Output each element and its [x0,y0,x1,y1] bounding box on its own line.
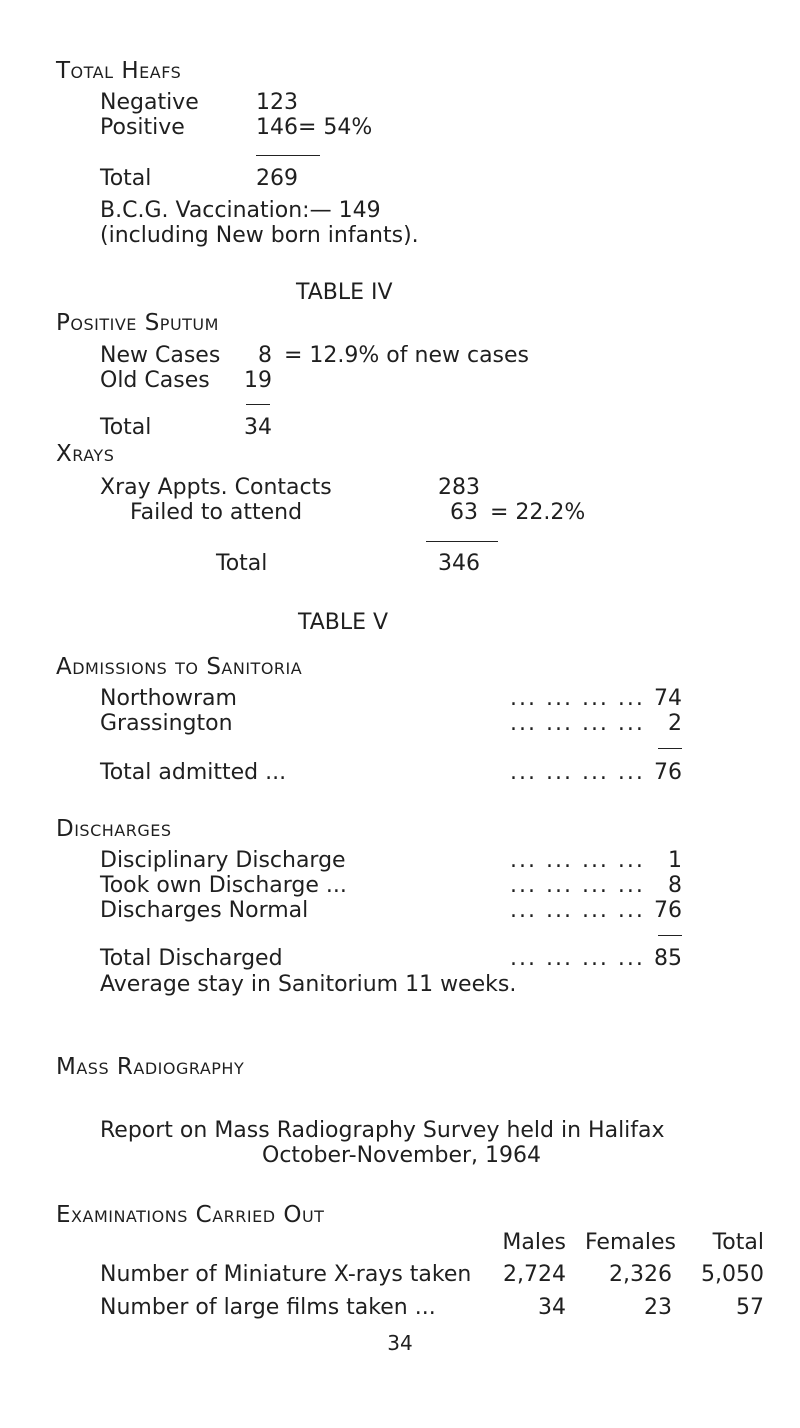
admitted-dots: ... ... ... ... [510,760,645,785]
col-males: Males [502,1230,566,1255]
table4-failed-label: Failed to attend [130,500,303,525]
exam-row-males: 34 [538,1295,566,1320]
normal-discharge-dots: ... ... ... ... [510,898,645,923]
grassington-value: 2 [668,711,682,736]
discharges-rule [658,935,682,936]
own-discharge-label: Took own Discharge ... [100,873,347,898]
table4-title: TABLE IV [296,280,393,305]
heafs-negative-value: 123 [256,90,298,115]
admitted-value: 76 [654,760,682,785]
table4-failed-pct: = 22.2% [490,500,586,525]
heafs-bcg: B.C.G. Vaccination:— 149 [100,198,381,223]
table4-xray-total-label: Total [216,551,268,576]
northowram-value: 74 [654,686,682,711]
discharges-heading: Discharges [56,816,172,842]
own-discharge-value: 8 [668,873,682,898]
heafs-heading: Total Heafs [56,58,182,84]
table4-new-pct: = 12.9% of new cases [284,343,530,368]
col-total: Total [712,1230,764,1255]
normal-discharge-label: Discharges Normal [100,898,309,923]
heafs-positive-value: 146 [256,115,298,140]
table4-failed-value: 63 [450,500,478,525]
exam-row-females: 23 [644,1295,672,1320]
table4-sputum-heading: Positive Sputum [56,310,219,336]
disciplinary-label: Disciplinary Discharge [100,848,346,873]
northowram-dots: ... ... ... ... [510,686,645,711]
table4-sputum-rule [246,404,270,405]
admitted-label: Total admitted ... [100,760,287,785]
table4-contacts-value: 283 [438,475,480,500]
table5-title: TABLE V [298,610,389,635]
exam-row-females: 2,326 [609,1262,672,1287]
table4-new-label: New Cases [100,343,221,368]
table4-total-label: Total [100,415,152,440]
table4-total-value: 34 [244,415,272,440]
normal-discharge-value: 76 [654,898,682,923]
exams-heading: Examinations Carried Out [56,1202,325,1228]
heafs-total-rule [256,155,320,156]
exam-row-males: 2,724 [503,1262,566,1287]
northowram-label: Northowram [100,686,237,711]
table4-old-label: Old Cases [100,368,210,393]
own-discharge-dots: ... ... ... ... [510,873,645,898]
heafs-bcg-note: (including New born infants). [100,223,419,248]
mass-heading: Mass Radiography [56,1054,245,1080]
discharged-value: 85 [654,946,682,971]
mass-report-line2: October-November, 1964 [262,1143,541,1168]
table4-xray-total-value: 346 [438,551,480,576]
grassington-label: Grassington [100,711,233,736]
grassington-dots: ... ... ... ... [510,711,645,736]
exam-row-total: 5,050 [701,1262,764,1287]
heafs-total-value: 269 [256,166,298,191]
heafs-negative-label: Negative [100,90,199,115]
mass-report-line1: Report on Mass Radiography Survey held in Halifax [100,1118,665,1143]
disciplinary-value: 1 [668,848,682,873]
admissions-rule [658,748,682,749]
disciplinary-dots: ... ... ... ... [510,848,645,873]
admissions-heading: Admissions to Sanitoria [56,654,303,680]
discharged-dots: ... ... ... ... [510,946,645,971]
table4-xrays-heading: Xrays [56,441,115,467]
average-stay: Average stay in Sanitorium 11 weeks. [100,972,517,997]
heafs-positive-label: Positive [100,115,185,140]
table4-xray-rule [426,541,498,542]
discharged-label: Total Discharged [100,946,283,971]
heafs-positive-pct: = 54% [298,115,373,140]
exam-row-label: Number of large films taken ... [100,1295,436,1320]
exam-row-label: Number of Miniature X-rays taken [100,1262,472,1287]
heafs-total-label: Total [100,166,152,191]
table4-contacts-label: Xray Appts. Contacts [100,475,332,500]
col-females: Females [584,1230,676,1255]
exam-row-total: 57 [736,1295,764,1320]
table4-old-value: 19 [244,368,272,393]
table4-new-value: 8 [258,343,272,368]
page-number: 34 [387,1331,413,1355]
